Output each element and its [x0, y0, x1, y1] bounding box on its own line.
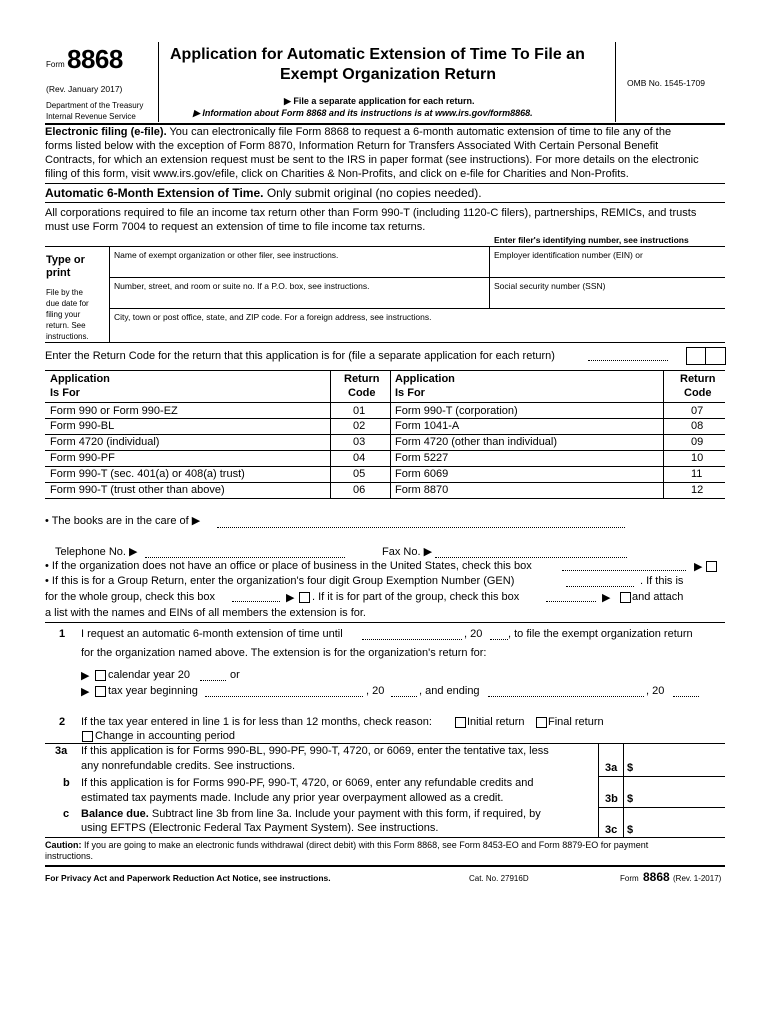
- application-form: Form 990-BL: [50, 420, 115, 432]
- group-return-label: • If this is for a Group Return, enter the organization's four digit Group Exemption Number (GEN): [45, 575, 515, 587]
- calendar-year-input[interactable]: [200, 680, 226, 681]
- efile-title: Electronic filing (e-file).: [45, 126, 167, 138]
- application-form: Form 990-T (sec. 401(a) or 408(a) trust): [50, 468, 245, 480]
- fax-input[interactable]: [435, 557, 627, 558]
- line-3c-amount-input[interactable]: [634, 808, 725, 837]
- col-application: Is For: [395, 387, 425, 399]
- file-return-label: , to file the exempt organization return: [508, 628, 693, 640]
- application-form: Form 4720 (individual): [50, 436, 160, 448]
- return-code-value: 08: [691, 420, 704, 432]
- form-title-line1: Application for Automatic Extension of Time To File an: [170, 46, 585, 63]
- line-3a-text: If this application is for Forms 990-BL, 990-PF, 990-T, 4720, or 6069, enter the tentative tax, less: [81, 745, 549, 757]
- return-code-value: 03: [353, 436, 366, 448]
- line-number: 2: [59, 716, 66, 728]
- subtitle-info: ▶ Information about Form 8868 and its instructions is at www.irs.gov/form8868.: [193, 108, 533, 118]
- footer-form-word: Form: [620, 874, 639, 883]
- tax-year-end-input[interactable]: [488, 696, 644, 697]
- arrow-icon: ▶: [81, 686, 90, 698]
- department: Department of the Treasury: [46, 101, 144, 110]
- arrow-icon: ▶: [81, 670, 90, 682]
- efile-line3: Contracts, for which an extension request must be sent to the IRS in paper format (see instructions). For more details on the electronic: [45, 154, 699, 166]
- auto-line1: All corporations required to file an income tax return other than Form 990-T (including 1120-C filers), partnerships, REMICs, and trusts: [45, 207, 697, 219]
- initial-return-checkbox[interactable]: [455, 717, 466, 728]
- return-code-value: 05: [353, 468, 366, 480]
- caution-text: If you are going to make an electronic funds withdrawal (direct debit) with this Form 8868, see Form 8453-EO and Form 8879-EO for payment: [84, 840, 649, 850]
- application-form: Form 4720 (other than individual): [395, 436, 558, 448]
- line-3c-box-label: 3c: [605, 824, 618, 836]
- tax-year-checkbox[interactable]: [95, 686, 106, 697]
- line-3a-amount-input[interactable]: [634, 744, 725, 776]
- return-code-value: 10: [691, 452, 704, 464]
- form-number: 8868: [67, 44, 123, 74]
- return-code-value: 09: [691, 436, 704, 448]
- tax-year-beginning-label: tax year beginning: [108, 685, 198, 697]
- tax-year-end-year-input[interactable]: [673, 696, 699, 697]
- application-form: Form 990-T (corporation): [395, 405, 518, 417]
- filing-note: due date for: [46, 299, 89, 308]
- part-group-label: . If it is for part of the group, check this box: [312, 591, 520, 603]
- filing-note: File by the: [46, 288, 83, 297]
- application-form: Form 8870: [395, 484, 449, 496]
- filing-note: return. See: [46, 321, 86, 330]
- col-application: Application: [395, 373, 455, 385]
- year-prefix: , 20: [646, 685, 665, 697]
- col-application: Application: [50, 373, 110, 385]
- city-field[interactable]: City, town or post office, state, and ZIP code. For a foreign address, see instructions.: [114, 312, 432, 322]
- line-3c-text: using EFTPS (Electronic Federal Tax Payment System). See instructions.: [81, 822, 439, 834]
- arrow-icon: ▶: [602, 592, 611, 604]
- or-label: or: [230, 669, 240, 681]
- efile-line4: filing of this form, visit www.irs.gov/efile, click on Charities & Non-Profits, and click on e-file for Charities and Non-Profits.: [45, 168, 629, 180]
- arrow-icon: ▶: [694, 561, 703, 573]
- application-form: Form 1041-A: [395, 420, 460, 432]
- caution-title: Caution:: [45, 840, 82, 850]
- line-3b-text: estimated tax payments made. Include any prior year overpayment allowed as a credit.: [81, 792, 504, 804]
- col-return-code: Code: [684, 387, 712, 399]
- group-return-end: . If this is: [640, 575, 684, 587]
- return-code-input[interactable]: [686, 347, 726, 365]
- telephone-input[interactable]: [145, 557, 345, 558]
- gen-input[interactable]: [566, 586, 634, 587]
- line-number: c: [63, 808, 70, 820]
- balance-due-title: Balance due.: [81, 808, 149, 820]
- footer-form-number: 8868: [643, 870, 670, 884]
- short-year-label: If the tax year entered in line 1 is for less than 12 months, check reason:: [81, 716, 432, 728]
- line-number: 1: [59, 628, 66, 640]
- subtitle-separate: ▶ File a separate application for each return.: [284, 96, 475, 106]
- form-word: Form: [46, 60, 65, 69]
- agency: Internal Revenue Service: [46, 112, 136, 121]
- return-code-value: 07: [691, 405, 704, 417]
- return-code-value: 01: [353, 405, 366, 417]
- books-care-input[interactable]: [217, 527, 625, 528]
- type-or-label: Type or: [46, 254, 85, 266]
- tax-year-begin-input[interactable]: [205, 696, 363, 697]
- catalog-number: Cat. No. 27916D: [469, 874, 529, 883]
- revision-date: (Rev. January 2017): [46, 84, 123, 94]
- attach-label: and attach: [632, 591, 684, 603]
- line-number: 3a: [55, 745, 68, 757]
- privacy-notice: For Privacy Act and Paperwork Reduction Act Notice, see instructions.: [45, 873, 331, 883]
- tax-year-begin-year-input[interactable]: [391, 696, 417, 697]
- form-title-line2: Exempt Organization Return: [280, 66, 497, 83]
- calendar-year-label: calendar year 20: [108, 669, 190, 681]
- print-label: print: [46, 267, 71, 279]
- return-code-value: 06: [353, 484, 366, 496]
- line-3a-text: any nonrefundable credits. See instructions.: [81, 760, 296, 772]
- accounting-change-checkbox[interactable]: [82, 731, 93, 742]
- enter-id-label: Enter filer's identifying number, see instructions: [494, 235, 689, 245]
- dollar-sign: $: [627, 762, 634, 774]
- col-return-code: Code: [348, 387, 376, 399]
- telephone-label: Telephone No. ▶: [55, 546, 138, 558]
- books-care-label: • The books are in the care of ▶: [45, 515, 201, 527]
- auto-title-rest: Only submit original (no copies needed).: [266, 186, 482, 200]
- dollar-sign: $: [627, 793, 634, 805]
- year-prefix: , 20: [366, 685, 385, 697]
- efile-line2: forms listed below with the exception of Form 8870, Information Return for Transfers Associated With Certain Personal Benefit: [45, 140, 659, 152]
- col-application: Is For: [50, 387, 80, 399]
- part-group-checkbox[interactable]: [620, 592, 631, 603]
- no-office-label: • If the organization does not have an office or place of business in the United States, check this box: [45, 560, 532, 572]
- caution-text: instructions.: [45, 851, 94, 861]
- whole-group-checkbox[interactable]: [299, 592, 310, 603]
- ending-label: , and ending: [419, 685, 480, 697]
- efile-line1: You can electronically file Form 8868 to request a 6-month automatic extension of time to file any of the: [169, 126, 672, 138]
- line-3b-box-label: 3b: [605, 793, 618, 805]
- application-form: Form 990-T (trust other than above): [50, 484, 225, 496]
- accounting-change-label: Change in accounting period: [95, 730, 236, 742]
- extension-until-label: I request an automatic 6-month extension of time until: [81, 628, 343, 640]
- filing-note: instructions.: [46, 332, 89, 341]
- col-return-code: Return: [344, 373, 380, 385]
- auto-title: Automatic 6-Month Extension of Time.: [45, 186, 264, 200]
- final-return-checkbox[interactable]: [536, 717, 547, 728]
- line-3b-amount-input[interactable]: [634, 777, 725, 807]
- street-field[interactable]: Number, street, and room or suite no. If a P.O. box, see instructions.: [114, 281, 370, 291]
- return-code-value: 02: [353, 420, 366, 432]
- calendar-year-checkbox[interactable]: [95, 670, 106, 681]
- ein-field[interactable]: Employer identification number (EIN) or: [494, 250, 643, 260]
- return-for-label: for the organization named above. The extension is for the organization's return for:: [81, 647, 487, 659]
- members-list-label: a list with the names and EINs of all members the extension is for.: [45, 607, 366, 619]
- initial-return-label: Initial return: [467, 716, 525, 728]
- fax-label: Fax No. ▶: [382, 546, 433, 558]
- line-3c-text: Subtract line 3b from line 3a. Include your payment with this form, if required, by: [151, 808, 541, 820]
- application-form: Form 990 or Form 990-EZ: [50, 405, 178, 417]
- extension-year-input[interactable]: [490, 639, 508, 640]
- return-code-prompt: Enter the Return Code for the return that this application is for (file a separate application for each return): [45, 350, 555, 362]
- no-office-checkbox[interactable]: [706, 561, 717, 572]
- footer-revision: (Rev. 1-2017): [673, 874, 722, 883]
- return-code-value: 11: [691, 468, 703, 480]
- application-form: Form 5227: [395, 452, 449, 464]
- filing-note: filing your: [46, 310, 81, 319]
- final-return-label: Final return: [548, 716, 604, 728]
- line-3a-box-label: 3a: [605, 762, 618, 774]
- extension-date-input[interactable]: [362, 639, 462, 640]
- line-number: b: [63, 777, 70, 789]
- ssn-field[interactable]: Social security number (SSN): [494, 281, 606, 291]
- omb-number: OMB No. 1545-1709: [627, 78, 705, 88]
- line-3b-text: If this application is for Forms 990-PF, 990-T, 4720, or 6069, enter any refundable credits and: [81, 777, 534, 789]
- return-code-value: 12: [691, 484, 704, 496]
- application-form: Form 6069: [395, 468, 449, 480]
- auto-line2: must use Form 7004 to request an extension of time to file income tax returns.: [45, 221, 426, 233]
- year-prefix: , 20: [464, 628, 483, 640]
- col-return-code: Return: [680, 373, 716, 385]
- return-code-value: 04: [353, 452, 366, 464]
- arrow-icon: ▶: [286, 592, 295, 604]
- dollar-sign: $: [627, 824, 634, 836]
- application-form: Form 990-PF: [50, 452, 115, 464]
- whole-group-label: for the whole group, check this box: [45, 591, 215, 603]
- org-name-field[interactable]: Name of exempt organization or other filer, see instructions.: [114, 250, 339, 260]
